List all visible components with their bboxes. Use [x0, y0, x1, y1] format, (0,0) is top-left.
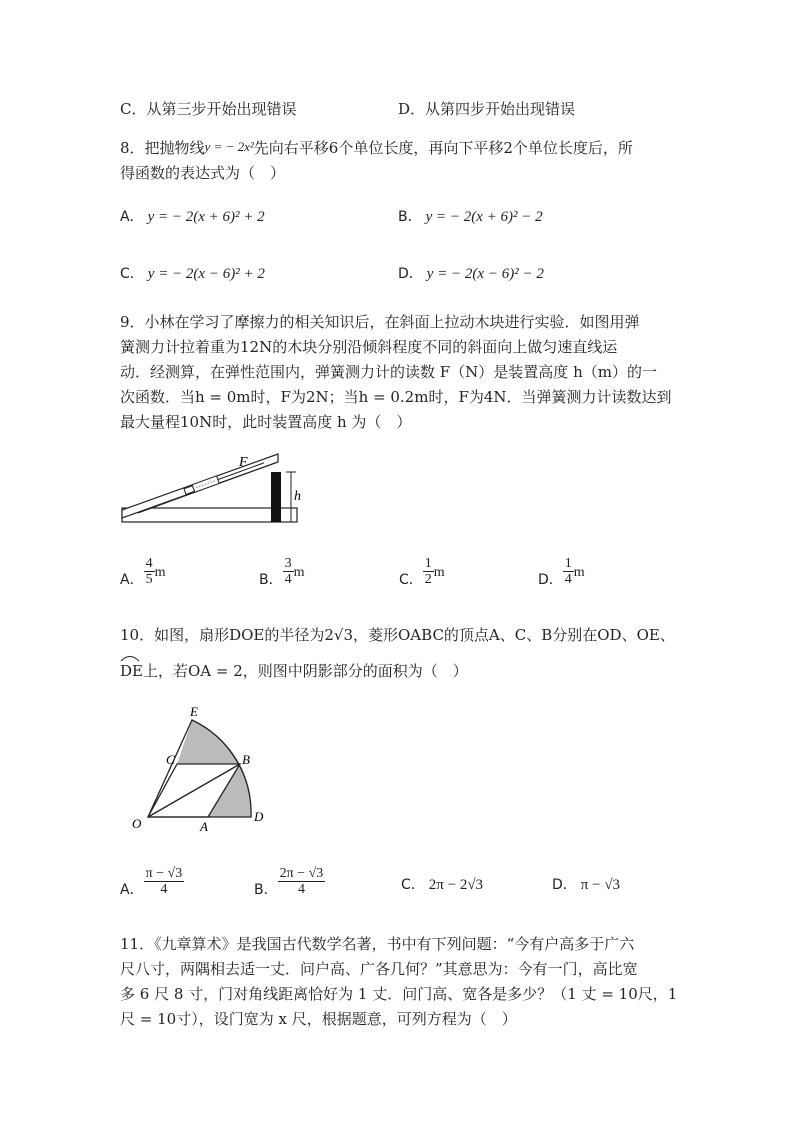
q9-stem-line5: 最大量程10N时，此时装置高度 h 为（ ）: [120, 413, 412, 431]
q8-stem-line1: [120, 137, 633, 158]
support-post: [271, 472, 281, 522]
height-label: h: [294, 489, 301, 504]
q10-option-c: [401, 874, 483, 894]
q8-option-c: [120, 263, 265, 283]
option-label: A．: [120, 209, 144, 225]
force-label: F: [239, 455, 248, 470]
option-expression: y = − 2(x + 6)² − 2: [425, 209, 543, 225]
q10-stem-line1: 10．如图，扇形DOE的半径为2√3，菱形OABC的顶点A、C、B分别在OD、OE、: [120, 626, 675, 644]
option-label: A．: [120, 571, 144, 588]
q9-stem-line1: 9．小林在学习了摩擦力的相关知识后，在斜面上拉动木块进行实验．如图用弹: [120, 313, 640, 331]
option-label: D．: [552, 877, 577, 893]
arc-mark: [118, 652, 142, 662]
label-c: C: [166, 752, 175, 767]
q11-stem-line4: 尺 = 10寸），设门宽为 x 尺，根据题意，可列方程为（ ）: [120, 1010, 517, 1028]
q9-option-d: D． $\frac{1}{4}$ m: [538, 556, 585, 588]
q8-option-b: [398, 206, 543, 226]
shaded-region-bottom: [208, 764, 251, 817]
q11-stem-line1: 11．《九章算术》是我国古代数学名著，书中有下列问题：“今有户高多于广六: [120, 935, 635, 953]
option-expression: y = − 2(x − 6)² + 2: [147, 266, 265, 282]
option-expression: 2π − 2√3: [428, 877, 484, 893]
fraction: $\frac{3}{4}$: [284, 556, 292, 588]
q10-option-a: [120, 866, 184, 899]
label-e: E: [190, 706, 198, 719]
q11-stem-line2: 尺八寸，两隅相去适一丈．问户高、广各几何？”其意思为：今有一门，高比宽: [120, 960, 638, 978]
option-label: B．: [398, 209, 422, 225]
q9-stem-line4: 次函数．当h = 0m时，F为2N；当h = 0.2m时，F为4N．当弹簧测力计读数达到: [120, 388, 672, 406]
option-label: C．: [120, 266, 144, 282]
q7-option-d: D．从第四步开始出现错误: [398, 100, 576, 118]
label-b: B: [242, 752, 250, 767]
q8-stem-suffix: 先向右平移6个单位长度，再向下平移2个单位长度后，所: [253, 139, 633, 157]
option-expression: y = − 2(x + 6)² + 2: [147, 209, 265, 225]
label-d: D: [254, 809, 264, 824]
q8-stem-prefix: 8．把抛物线: [120, 139, 205, 157]
fraction: $\frac{1}{4}$: [564, 556, 572, 588]
label-a: A: [200, 819, 208, 834]
label-o: O: [132, 816, 142, 831]
option-label: D．: [538, 571, 563, 588]
q11-stem-line3: 多 6 尺 8 寸，门对角线距离恰好为 1 丈．问门高、宽各是多少？（1 丈 = 10尺，1: [120, 985, 678, 1003]
q10-stem-line2: DE上，若OA = 2，则图中阴影部分的面积为（ ）: [120, 662, 468, 680]
q10-option-d: [552, 874, 620, 894]
option-label: A．: [120, 881, 144, 898]
option-expression: π − √3: [580, 877, 621, 893]
option-label: B．: [254, 881, 278, 898]
option-label: D．: [398, 266, 423, 282]
q8-original-parabola: y = − 2x²: [204, 139, 254, 154]
q9-stem-line3: 动．经测算，在弹性范围内，弹簧测力计的读数 F（N）是装置高度 h（m）的一: [120, 363, 657, 381]
fraction: $\frac{4}{5}$: [145, 556, 153, 588]
q8-option-a: [120, 206, 265, 226]
q9-option-c: C． $\frac{1}{2}$ m: [399, 556, 445, 588]
q7-option-c: C．从第三步开始出现错误: [120, 100, 297, 118]
q9-stem-line2: 簧测力计拉着重为12N的木块分别沿倾斜程度不同的斜面向上做匀速直线运: [120, 338, 618, 356]
option-expression: y = − 2(x − 6)² − 2: [426, 266, 544, 282]
option-label: C．: [401, 877, 425, 893]
shaded-region-top: [177, 720, 240, 764]
fraction: $\frac{1}{2}$: [424, 556, 432, 588]
q9-option-a: A． $\frac{4}{5}$ m: [120, 556, 166, 588]
q9-incline-figure: [118, 448, 308, 538]
q8-stem-line2: 得函数的表达式为（ ）: [120, 164, 286, 182]
q10-sector-figure: [128, 706, 278, 836]
fraction: $\frac{2\pi - √3}{4}$: [279, 866, 324, 898]
base-board: [122, 508, 297, 522]
q9-option-b: B． $\frac{3}{4}$ m: [259, 556, 305, 588]
option-label: B．: [259, 571, 283, 588]
fraction: $\frac{\pi - √3}{4}$: [145, 866, 183, 898]
q10-option-b: [254, 866, 325, 899]
q8-option-d: [398, 263, 544, 283]
option-label: C．: [399, 571, 423, 588]
